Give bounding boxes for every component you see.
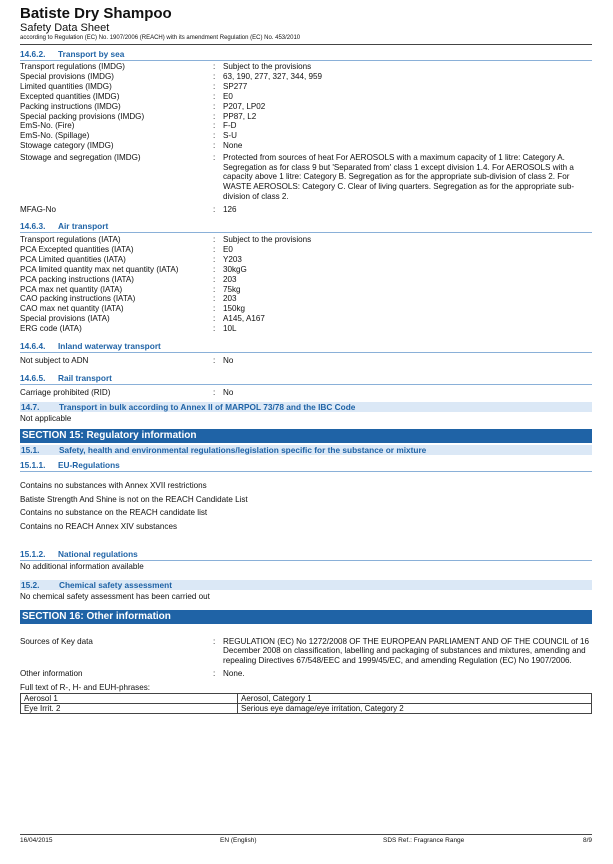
subsection-title: Transport in bulk according to Annex II of MARPOL 73/78 and the IBC Code <box>59 401 356 412</box>
regulation-line: according to Regulation (EC) No. 1907/2006 (REACH) with its amendment Regulation (EC) No. 453/2010 <box>20 34 592 45</box>
subsection-title: Safety, health and environmental regulations/legislation specific for the substance or mixture <box>59 445 427 456</box>
csa-text: No chemical safety assessment has been carried out <box>20 592 210 602</box>
subsection-number: 15.1.2. <box>20 549 46 560</box>
kv-row: MFAG-No : 126 <box>20 205 237 215</box>
footer-language: EN (English) <box>220 837 257 844</box>
kv-row: Not subject to ADN : No <box>20 356 234 366</box>
subsection-number: 14.6.2. <box>20 49 46 59</box>
subsection-title: EU-Regulations <box>58 460 120 471</box>
kv-row: EmS-No. (Fire) : F-D <box>20 121 237 131</box>
kv-row-sources: Sources of Key data : REGULATION (EC) No 1272/2008 OF THE EUROPEAN PARLIAMENT AND OF THE COUNCIL of 16 December 2008 on classification, labelling and packaging of substances and mixtures, amending and repealing Directives 67/548/EEC and 1999/45/EC, and amending Regulation (EC) No 1907/2006. <box>20 636 589 665</box>
document-title: Batiste Dry Shampoo <box>20 5 172 22</box>
subsection-title: National regulations <box>58 549 138 560</box>
section-16-header: SECTION 16: Other information <box>20 610 592 624</box>
phrase-text: Aerosol, Category 1 <box>238 694 592 704</box>
kv-row: PCA Excepted quantities (IATA) : E0 <box>20 244 233 254</box>
subsection-number: 14.6.3. <box>20 221 46 232</box>
kv-row: ERG code (IATA) : 10L <box>20 324 237 334</box>
subsection-inland <box>20 341 592 352</box>
kv-row: PCA Limited quantities (IATA) : Y203 <box>20 254 242 264</box>
table-row <box>21 704 592 714</box>
kv-row: Special provisions (IMDG) : 63, 190, 277, 327, 344, 959 <box>20 71 323 81</box>
kv-row: CAO max net quantity (IATA) : 150kg <box>20 304 246 314</box>
subsection-title: Inland waterway transport <box>58 341 161 352</box>
footer-page-number: 8/9 <box>582 837 592 844</box>
subsection-number: 14.6.4. <box>20 341 46 352</box>
subsection-title: Chemical safety assessment <box>59 580 172 591</box>
eu-lines <box>20 479 592 533</box>
subsection-csa <box>20 580 592 590</box>
eu-line: Contains no substance on the REACH candidate list <box>20 508 208 518</box>
kv-row: Transport regulations (IATA) : Subject to the provisions <box>20 235 312 245</box>
subsection-bulk <box>20 402 592 412</box>
document-subtitle: Safety Data Sheet <box>20 22 110 34</box>
subsection-sea <box>20 49 592 60</box>
page-footer <box>20 834 592 844</box>
phrases-table <box>20 693 592 714</box>
subsection-rail <box>20 373 592 384</box>
phrase-code: Aerosol 1 <box>21 694 238 704</box>
kv-row: Stowage category (IMDG) : None <box>20 141 243 151</box>
kv-row: Stowage and segregation (IMDG) : Protected from sources of heat For AEROSOLS with a maximum capacity of 1 litre: Category A. Segregation as for class 9 but 'Separated from' class 1 except division 1.4. For AEROSOLS with a capacity above 1 litre: Category B. Segregation as for the appropriate sub-division of class 2. For WASTE AEROSOLS: Category C. Clear of living quarters. Segregation as for the appropriate sub-division of class 2. <box>20 153 575 201</box>
document <box>20 6 592 714</box>
kv-row: Carriage prohibited (RID) : No <box>20 388 234 397</box>
kv-row: Transport regulations (IMDG) : Subject to the provisions <box>20 62 312 71</box>
eu-line: Contains no substances with Annex XVII restrictions <box>20 481 207 491</box>
kv-row: Limited quantities (IMDG) : SP277 <box>20 81 248 91</box>
subsection-national <box>20 549 592 560</box>
subsection-number: 15.2. <box>21 580 40 591</box>
kv-row: Excepted quantities (IMDG) : E0 <box>20 91 233 101</box>
subsection-eu-regulations <box>20 460 592 471</box>
subsection-number: 15.1.1. <box>20 460 46 471</box>
subsection-number: 14.7. <box>21 401 40 412</box>
subsection-15-1 <box>20 445 592 455</box>
air-rows <box>20 235 592 334</box>
kv-row: PCA limited quantity max net quantity (IATA) : 30kgG <box>20 264 247 274</box>
table-row <box>21 694 592 704</box>
fulltext-label: Full text of R-, H- and EUH-phrases: <box>20 683 150 693</box>
subsection-title: Transport by sea <box>58 49 125 59</box>
national-text: No additional information available <box>20 562 144 572</box>
subsection-title: Air transport <box>58 221 109 232</box>
subsection-number: 14.6.5. <box>20 373 46 383</box>
kv-row-other: Other information : None. <box>20 669 245 679</box>
phrase-text: Serious eye damage/eye irritation, Category 2 <box>238 704 592 714</box>
footer-date: 16/04/2015 <box>20 837 53 844</box>
phrase-code: Eye Irrit. 2 <box>21 704 238 714</box>
subsection-title: Rail transport <box>58 373 112 383</box>
kv-row: Packing instructions (IMDG) : P207, LP02 <box>20 101 266 111</box>
sea-rows <box>20 62 592 215</box>
kv-row: PCA max net quantity (IATA) : 75kg <box>20 284 241 294</box>
eu-line: Batiste Strength And Shine is not on the REACH Candidate List <box>20 494 248 504</box>
kv-row: PCA packing instructions (IATA) : 203 <box>20 274 237 284</box>
kv-row: CAO packing instructions (IATA) : 203 <box>20 294 237 304</box>
footer-sds-ref: SDS Ref.: Fragrance Range <box>383 837 465 844</box>
kv-row: Special packing provisions (IMDG) : PP87, L2 <box>20 111 257 121</box>
eu-line: Contains no REACH Annex XIV substances <box>20 521 178 531</box>
subsection-number: 15.1. <box>21 445 40 456</box>
bulk-text: Not applicable <box>20 413 72 423</box>
subsection-air <box>20 221 592 232</box>
kv-row: Special provisions (IATA) : A145, A167 <box>20 314 265 324</box>
section-15-header: SECTION 15: Regulatory information <box>20 429 592 443</box>
kv-row: EmS-No. (Spillage) : S-U <box>20 131 237 141</box>
